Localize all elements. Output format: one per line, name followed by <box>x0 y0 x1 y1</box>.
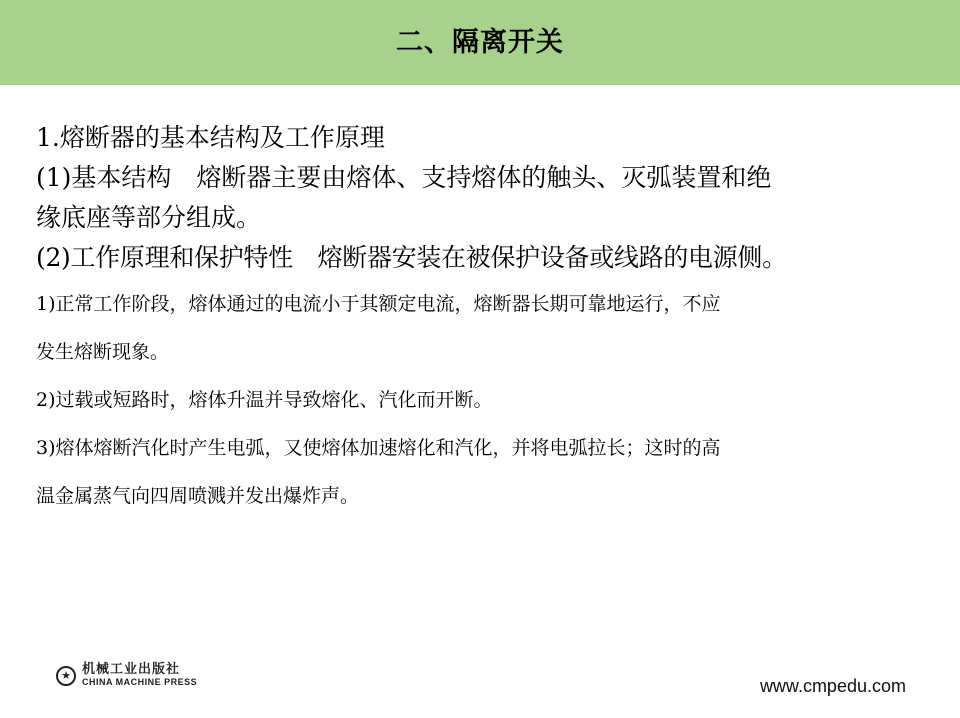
body-text <box>36 118 916 516</box>
paragraph-line: 缘底座等部分组成。 <box>36 203 262 232</box>
publisher-logo <box>56 663 197 688</box>
paragraph-line: 温金属蒸气向四周喷溅并发出爆炸声。 <box>36 485 360 507</box>
paragraph-line: 2)过载或短路时，熔体升温并导致熔化、汽化而开断。 <box>36 389 493 411</box>
title-bar <box>0 0 960 85</box>
publisher-name-en: CHINA MACHINE PRESS <box>82 677 198 687</box>
publisher-name-cn: 机械工业出版社 <box>82 662 181 677</box>
paragraph-line: 3)熔体熔断汽化时产生电弧，又使熔体加速熔化和汽化，并将电弧拉长；这时的高 <box>36 437 721 459</box>
paragraph-line: 1)正常工作阶段，熔体通过的电流小于其额定电流，熔断器长期可靠地运行，不应 <box>36 293 721 315</box>
paragraph-line: 发生熔断现象。 <box>36 341 170 363</box>
paragraph-line: (1)基本结构 熔断器主要由熔体、支持熔体的触头、灭弧装置和绝 <box>36 163 772 192</box>
website-url: www.cmpedu.com <box>759 676 906 696</box>
paragraph-line: (2)工作原理和保护特性 熔断器安装在被保护设备或线路的电源侧。 <box>36 243 787 272</box>
page-title: 二、隔离开关 <box>396 27 564 58</box>
gear-star-logo-icon: ★ <box>56 666 76 686</box>
heading-line: 1.熔断器的基本结构及工作原理 <box>36 123 385 152</box>
